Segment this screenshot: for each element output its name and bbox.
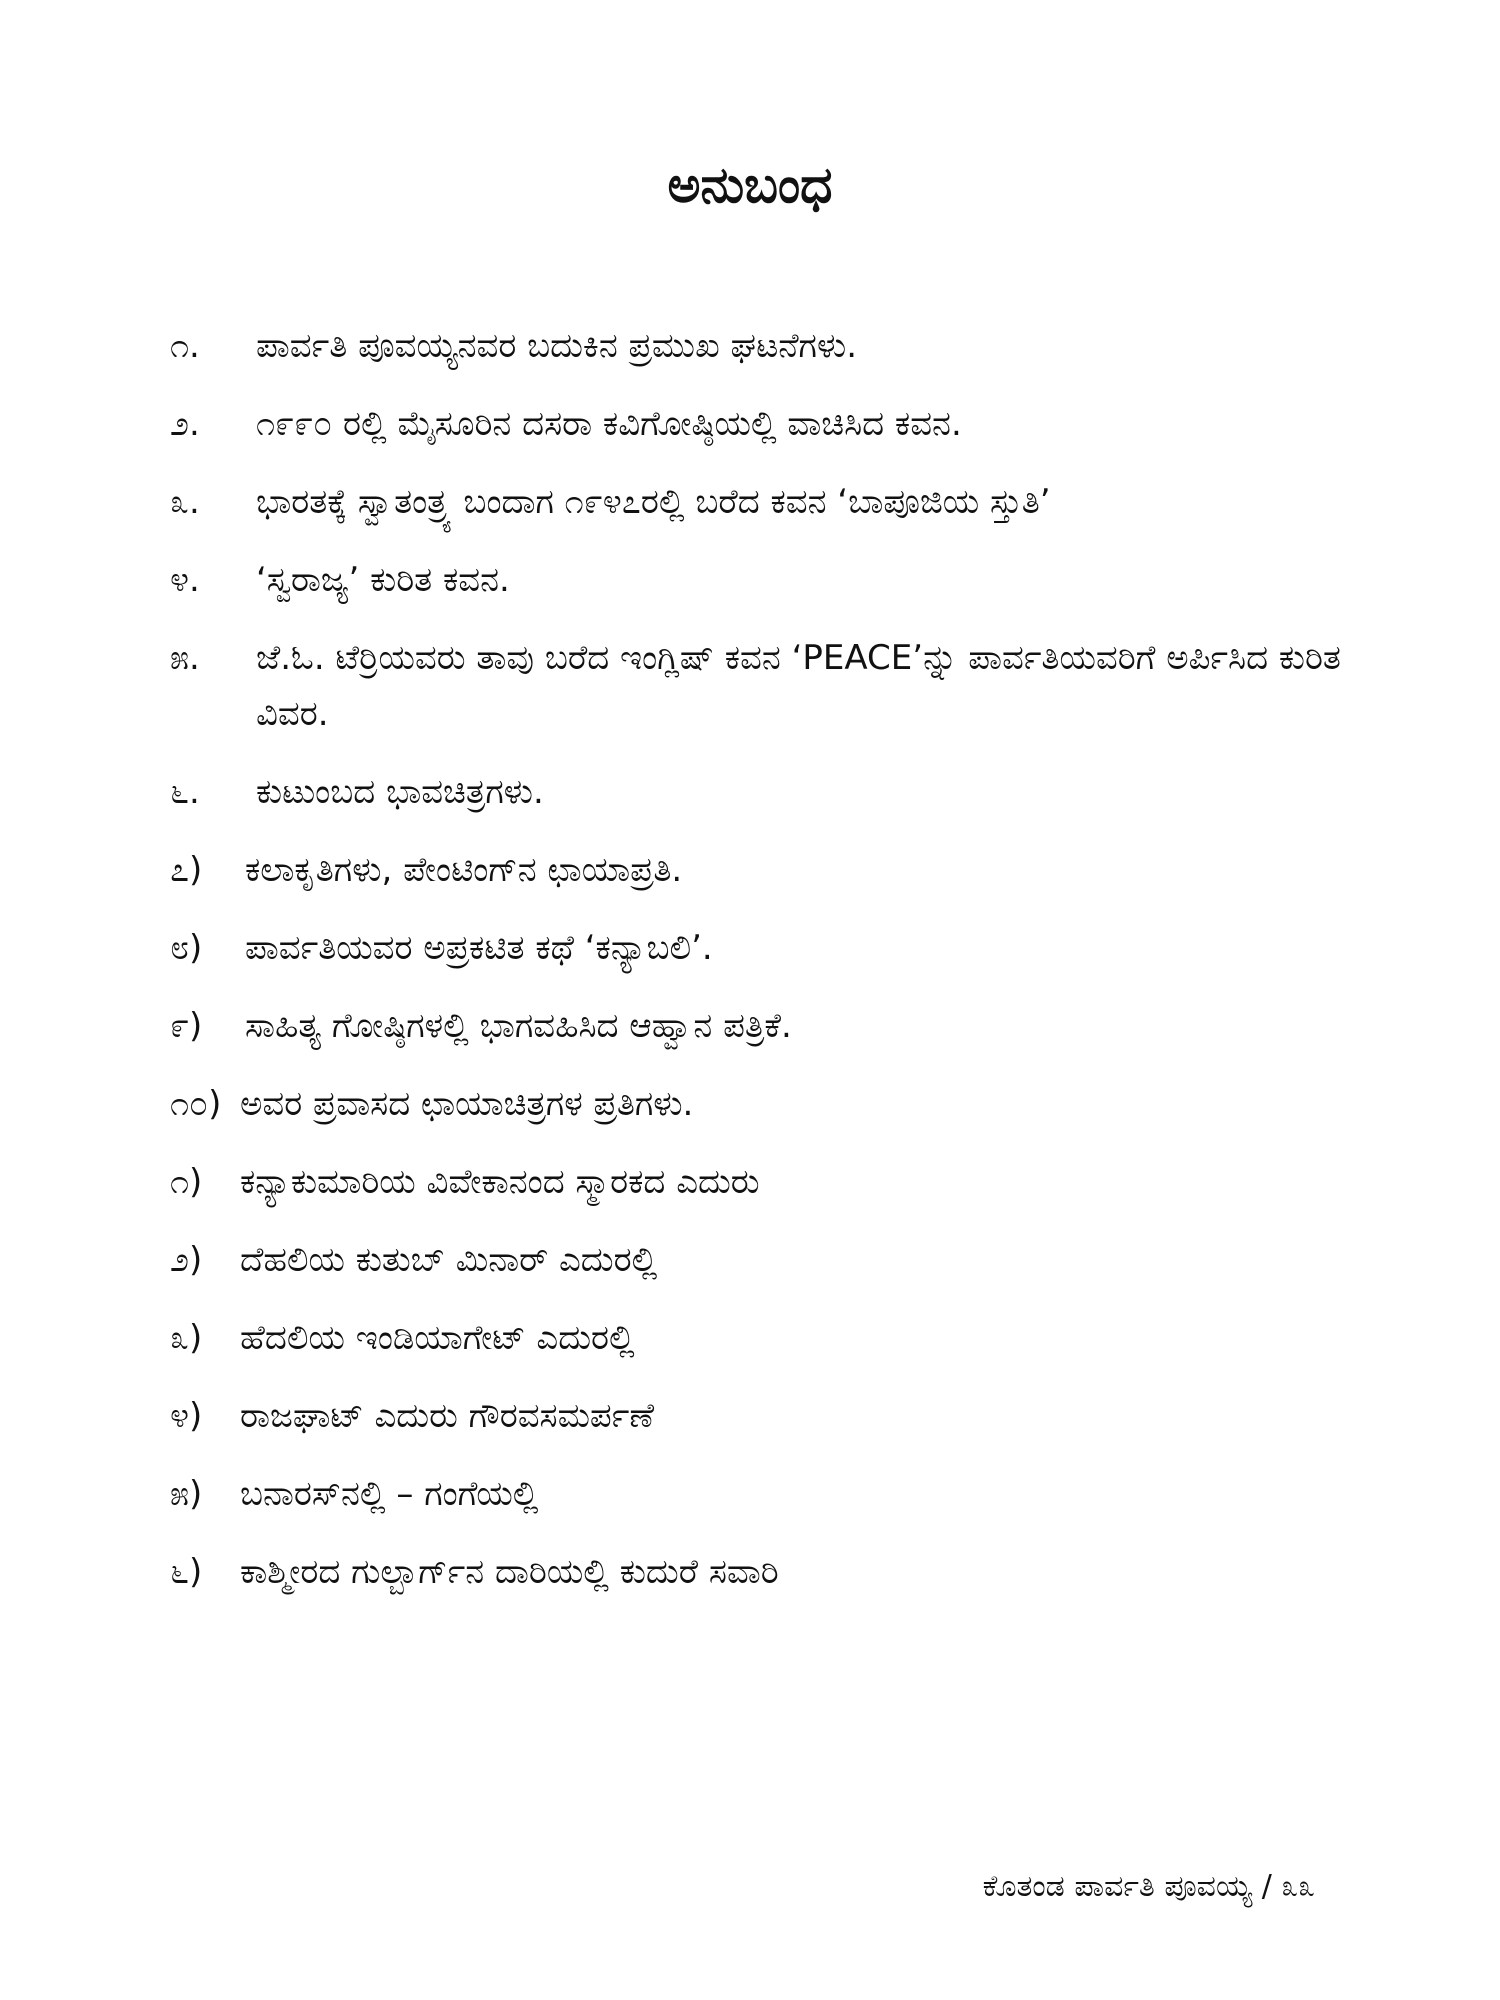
sub-list-item bbox=[170, 1310, 1350, 1366]
sub-item-text: ಹೆದಲಿಯ ಇಂಡಿಯಾಗೇಟ್ ಎದುರಲ್ಲಿ bbox=[240, 1318, 635, 1358]
sub-item-text: ಕನ್ಯಾಕುಮಾರಿಯ ವಿವೇಕಾನಂದ ಸ್ಮಾರಕದ ಎದುರು bbox=[240, 1162, 760, 1202]
list-item bbox=[170, 920, 1350, 976]
item-text: ಕುಟುಂಬದ ಭಾವಚಿತ್ರಗಳು. bbox=[256, 772, 544, 812]
list-item bbox=[170, 842, 1350, 898]
sub-item-number: ೧) bbox=[170, 1162, 203, 1202]
item-number: ೧. bbox=[170, 326, 200, 366]
item-number: ೭) bbox=[170, 850, 203, 890]
list-item bbox=[170, 630, 1350, 742]
sub-item-text: ಕಾಶ್ಮೀರದ ಗುಲ್ಬಾರ್ಗ್‌ನ ದಾರಿಯಲ್ಲಿ ಕುದುರೆ ಸವಾರಿ bbox=[240, 1552, 779, 1592]
item-number: ೮) bbox=[170, 928, 203, 968]
item-text: ೧೯೯೦ ರಲ್ಲಿ ಮೈಸೂರಿನ ದಸರಾ ಕವಿಗೋಷ್ಠಿಯಲ್ಲಿ ವಾಚಿಸಿದ ಕವನ. bbox=[256, 404, 962, 444]
sub-list-item bbox=[170, 1232, 1350, 1288]
sub-item-text: ದೆಹಲಿಯ ಕುತುಬ್ ಮಿನಾರ್ ಎದುರಲ್ಲಿ bbox=[240, 1240, 658, 1280]
item-number: ೨. bbox=[170, 404, 200, 444]
item-text: ಪಾರ್ವತಿ ಪೂವಯ್ಯನವರ ಬದುಕಿನ ಪ್ರಮುಖ ಘಟನೆಗಳು. bbox=[256, 326, 858, 366]
sub-item-number: ೩) bbox=[170, 1318, 203, 1358]
item-text: ಕಲಾಕೃತಿಗಳು, ಪೇಂಟಿಂಗ್‌ನ ಛಾಯಾಪ್ರತಿ. bbox=[245, 850, 683, 890]
sub-item-number: ೬) bbox=[170, 1552, 203, 1592]
item-text: ‘ಸ್ವರಾಜ್ಯ’ ಕುರಿತ ಕವನ. bbox=[256, 560, 510, 600]
list-item bbox=[170, 318, 1350, 374]
item-number: ೫. bbox=[170, 638, 200, 678]
list-item bbox=[170, 998, 1350, 1054]
list-item bbox=[170, 396, 1350, 452]
appendix-list bbox=[170, 318, 1350, 1600]
item-number: ೯) bbox=[170, 1006, 203, 1046]
sub-list-item bbox=[170, 1388, 1350, 1444]
item-number: ೩. bbox=[170, 482, 200, 522]
page-footer: ಕೊತಂಡ ಪಾರ್ವತಿ ಪೂವಯ್ಯ / ೩೩ bbox=[982, 1869, 1315, 1904]
sub-list-item bbox=[170, 1154, 1350, 1210]
list-item bbox=[170, 1076, 1350, 1132]
sub-list-item bbox=[170, 1544, 1350, 1600]
item-number: ೧೦) bbox=[170, 1084, 222, 1124]
sub-item-number: ೫) bbox=[170, 1474, 203, 1514]
item-text: ಸಾಹಿತ್ಯ ಗೋಷ್ಠಿಗಳಲ್ಲಿ ಭಾಗವಹಿಸಿದ ಆಹ್ವಾನ ಪತ್ರಿಕೆ. bbox=[245, 1006, 792, 1046]
item-number: ೪. bbox=[170, 560, 200, 600]
sub-list-item bbox=[170, 1466, 1350, 1522]
sub-item-text: ಬನಾರಸ್‌ನಲ್ಲಿ – ಗಂಗೆಯಲ್ಲಿ bbox=[240, 1474, 539, 1514]
list-item bbox=[170, 764, 1350, 820]
item-text: ಅವರ ಪ್ರವಾಸದ ಛಾಯಾಚಿತ್ರಗಳ ಪ್ರತಿಗಳು. bbox=[240, 1084, 694, 1124]
item-text: ಪಾರ್ವತಿಯವರ ಅಪ್ರಕಟಿತ ಕಥೆ ‘ಕನ್ಯಾಬಲಿ’. bbox=[245, 928, 713, 968]
sub-item-number: ೨) bbox=[170, 1240, 203, 1280]
list-item bbox=[170, 552, 1350, 608]
page-title: ಅನುಬಂಧ bbox=[667, 156, 833, 214]
list-item bbox=[170, 474, 1350, 530]
sub-item-number: ೪) bbox=[170, 1396, 203, 1436]
item-text: ಜೆ.ಓ. ಟೆರ್ರಿಯವರು ತಾವು ಬರೆದ ಇಂಗ್ಲಿಷ್ ಕವನ ‘PEACE’ನ್ನು ಪಾರ್ವತಿಯವರಿಗೆ ಅರ್ಪಿಸಿದ ಕುರಿತ ವಿವರ. bbox=[256, 638, 1341, 734]
sub-item-text: ರಾಜಘಾಟ್ ಎದುರು ಗೌರವಸಮರ್ಪಣೆ bbox=[240, 1396, 655, 1436]
item-text: ಭಾರತಕ್ಕೆ ಸ್ವಾತಂತ್ರ್ಯ ಬಂದಾಗ ೧೯೪೭ರಲ್ಲಿ ಬರೆದ ಕವನ ‘ಬಾಪೂಜಿಯ ಸ್ತುತಿ’ bbox=[256, 482, 1051, 522]
item-number: ೬. bbox=[170, 772, 200, 812]
